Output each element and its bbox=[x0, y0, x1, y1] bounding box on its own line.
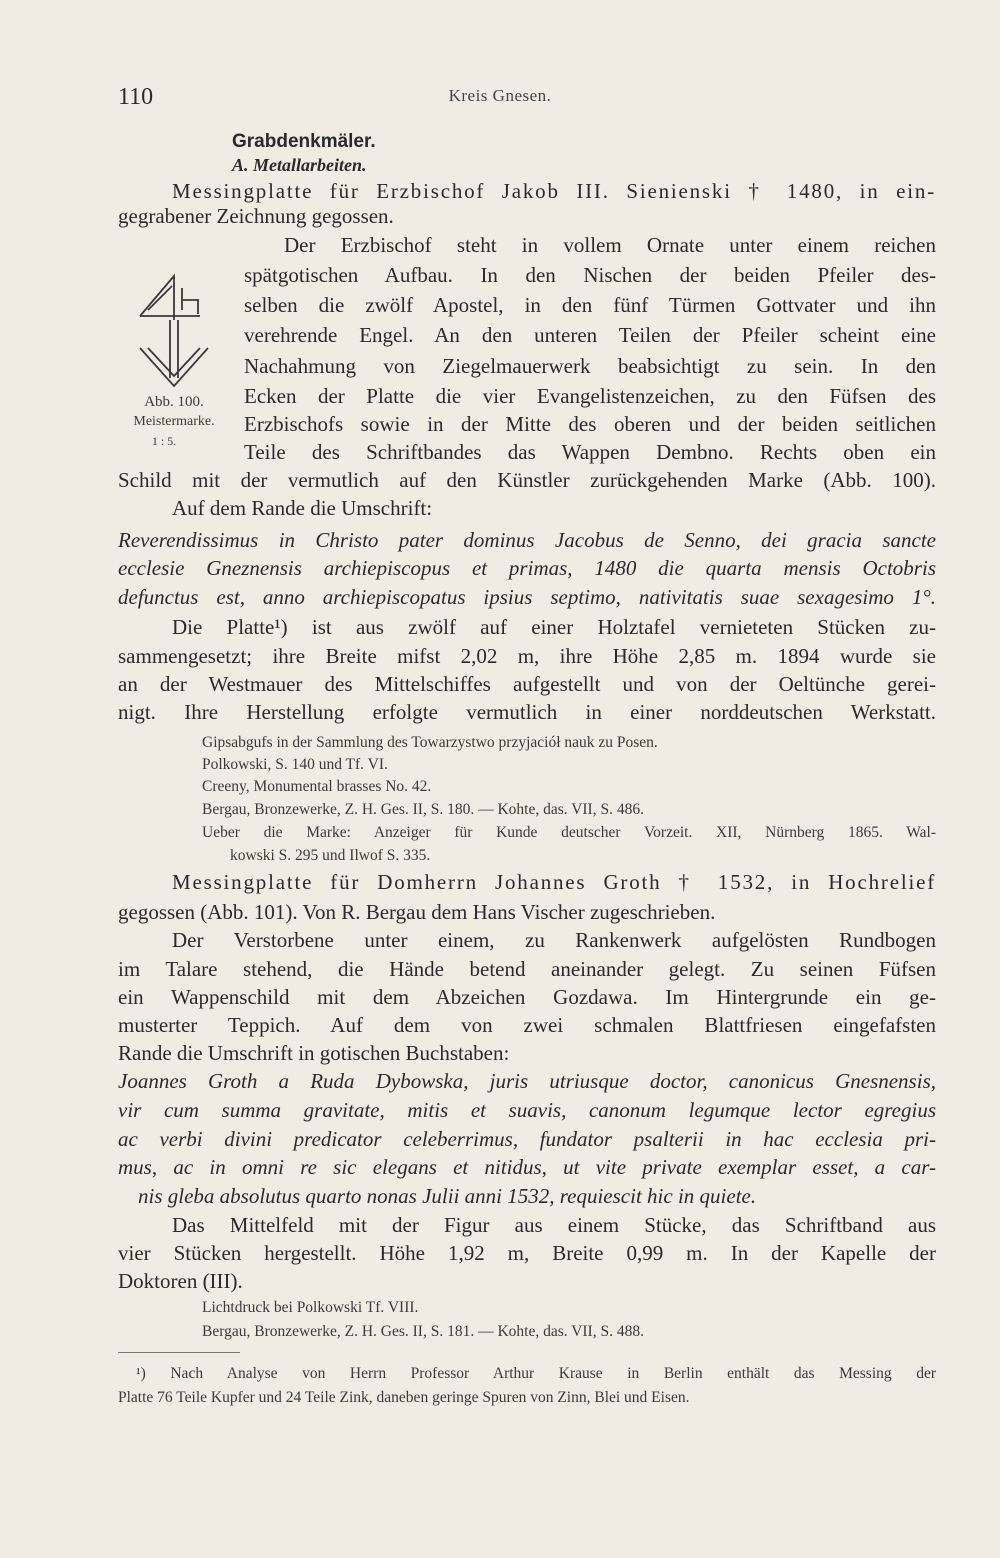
section-heading: Grabdenkmäler. bbox=[232, 131, 376, 152]
entry1-desc-line: Teile des Schriftbandes das Wappen Dembno. Rechts oben ein bbox=[244, 440, 936, 464]
entry2-reference: Lichtdruck bei Polkowski Tf. VIII. bbox=[202, 1299, 419, 1316]
entry2-inscription-line: ac verbi divini predicator celeberrimus, fundator psalterii in hac ecclesia pri- bbox=[118, 1127, 936, 1151]
entry2-desc-line: im Talare stehend, die Hände betend aneinander gelegt. Zu seinen Füfsen bbox=[118, 957, 936, 981]
entry2-inscription-line: nis gleba absolutus quarto nonas Julii anni 1532, requiescit hic in quiete. bbox=[138, 1184, 757, 1208]
entry1-desc-line: selben die zwölf Apostel, in den fünf Türmen Gottvater und ihn bbox=[244, 293, 936, 317]
entry1-plate-line: an der Westmauer des Mittelschiffes aufgestellt und von der Oeltünche gerei- bbox=[118, 672, 936, 696]
merchant-mark-figure bbox=[138, 268, 210, 390]
entry2-title-line: gegossen (Abb. 101). Von R. Bergau dem Hans Vischer zugeschrieben. bbox=[118, 900, 716, 924]
entry1-reference: Polkowski, S. 140 und Tf. VI. bbox=[202, 756, 388, 773]
entry1-plate-line: Die Platte¹) ist aus zwölf auf einer Holztafel vernieteten Stücken zu- bbox=[172, 615, 936, 639]
figure-title: Meistermarke. bbox=[133, 414, 215, 429]
entry1-desc-line: Nachahmung von Ziegelmauerwerk beabsichtigt zu sein. In den bbox=[244, 354, 936, 378]
entry2-reference: Bergau, Bronzewerke, Z. H. Ges. II, S. 181. — Kohte, das. VII, S. 488. bbox=[202, 1323, 644, 1340]
entry1-title-line: gegrabener Zeichnung gegossen. bbox=[118, 204, 394, 228]
entry1-plate-line: sammengesetzt; ihre Breite mifst 2,02 m, ihre Höhe 2,85 m. 1894 wurde sie bbox=[118, 644, 936, 668]
page-number: 110 bbox=[118, 84, 154, 110]
entry1-reference: Gipsabgufs in der Sammlung des Towarzystwo przyjaciół nauk zu Posen. bbox=[202, 734, 658, 751]
entry1-title-line: Messingplatte für Erzbischof Jakob III. Sienienski † 1480, in ein- bbox=[172, 179, 936, 203]
figure-scale: 1 : 5. bbox=[151, 434, 177, 448]
entry1-inscription-line: defunctus est, anno archiepiscopatus ipsius septimo, nativitatis suae sexagesimo 1°. bbox=[118, 585, 936, 609]
entry1-plate-line: nigt. Ihre Herstellung erfolgte vermutlich in einer norddeutschen Werkstatt. bbox=[118, 700, 936, 724]
running-title: Kreis Gnesen. bbox=[448, 86, 552, 105]
entry2-plate-line: Doktoren (III). bbox=[118, 1269, 243, 1293]
merchant-mark-icon bbox=[138, 268, 210, 390]
entry2-plate-line: Das Mittelfeld mit der Figur aus einem Stücke, das Schriftband aus bbox=[172, 1213, 936, 1237]
entry1-desc-line: Der Erzbischof steht in vollem Ornate unter einem reichen bbox=[284, 233, 936, 257]
entry2-desc-line: Der Verstorbene unter einem, zu Rankenwerk aufgelösten Rundbogen bbox=[172, 928, 936, 952]
entry2-desc-line: ein Wappenschild mit dem Abzeichen Gozdawa. Im Hintergrunde ein ge- bbox=[118, 985, 936, 1009]
entry1-desc-line: Ecken der Platte die vier Evangelistenzeichen, zu den Füfsen des bbox=[244, 384, 936, 408]
entry1-reference: Creeny, Monumental brasses No. 42. bbox=[202, 778, 432, 795]
entry2-title-line: Messingplatte für Domherrn Johannes Groth † 1532, in Hochrelief bbox=[172, 870, 936, 894]
entry1-inscription-line: ecclesie Gneznensis archiepiscopus et primas, 1480 die quarta mensis Octobris bbox=[118, 556, 936, 580]
entry2-desc-line: Rande die Umschrift in gotischen Buchstaben: bbox=[118, 1041, 510, 1065]
entry1-desc-line: Schild mit der vermutlich auf den Künstler zurückgehenden Marke (Abb. 100). bbox=[118, 468, 936, 492]
entry1-inscription-line: Reverendissimus in Christo pater dominus Jacobus de Senno, dei gracia sancte bbox=[118, 528, 936, 552]
entry1-desc-line: verehrende Engel. An den unteren Teilen der Pfeiler scheint eine bbox=[244, 323, 936, 347]
subheading: A. Metallarbeiten. bbox=[232, 155, 367, 175]
entry2-inscription-line: vir cum summa gravitate, mitis et suavis, canonum legumque lector egregius bbox=[118, 1098, 936, 1122]
entry2-inscription-line: Joannes Groth a Ruda Dybowska, juris utriusque doctor, canonicus Gnesnensis, bbox=[118, 1069, 936, 1093]
footnote-divider bbox=[118, 1352, 240, 1353]
entry1-reference: Ueber die Marke: Anzeiger für Kunde deutscher Vorzeit. XII, Nürnberg 1865. Wal- bbox=[202, 824, 936, 841]
footnote-line: ¹) Nach Analyse von Herrn Professor Arthur Krause in Berlin enthält das Messing der bbox=[136, 1365, 936, 1382]
entry2-inscription-line: mus, ac in omni re sic elegans et nitidus, ut vite private exemplar esset, a car- bbox=[118, 1155, 936, 1179]
entry2-plate-line: vier Stücken hergestellt. Höhe 1,92 m, Breite 0,99 m. In der Kapelle der bbox=[118, 1241, 936, 1265]
entry1-reference: Bergau, Bronzewerke, Z. H. Ges. II, S. 180. — Kohte, das. VII, S. 486. bbox=[202, 801, 644, 818]
figure-label: Abb. 100. bbox=[144, 394, 204, 410]
entry2-desc-line: musterter Teppich. Auf dem von zwei schmalen Blattfriesen eingefafsten bbox=[118, 1013, 936, 1037]
entry1-desc-line: spätgotischen Aufbau. In den Nischen der beiden Pfeiler des- bbox=[244, 263, 936, 287]
entry1-reference: kowski S. 295 und Ilwof S. 335. bbox=[230, 847, 431, 864]
entry1-desc-line: Auf dem Rande die Umschrift: bbox=[172, 496, 433, 520]
entry1-desc-line: Erzbischofs sowie in der Mitte des oberen und der beiden seitlichen bbox=[244, 412, 936, 436]
footnote-line: Platte 76 Teile Kupfer und 24 Teile Zink, daneben geringe Spuren von Zinn, Blei und Eisen. bbox=[118, 1389, 690, 1406]
